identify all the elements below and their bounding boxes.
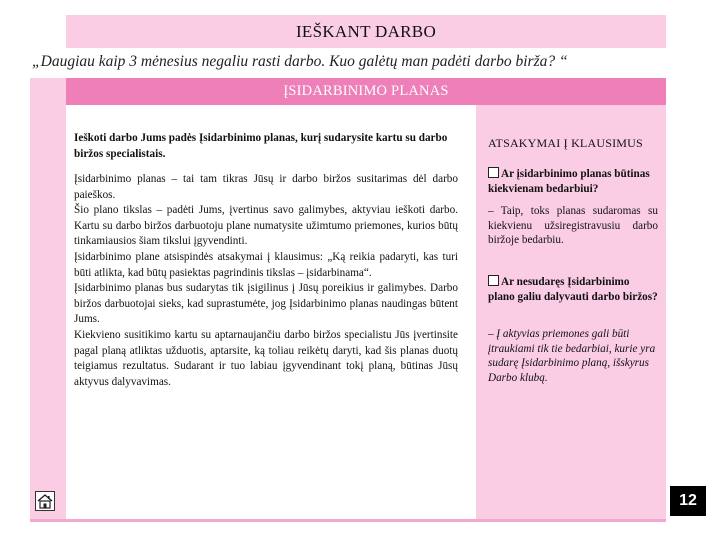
checkbox-icon [488, 275, 499, 286]
body-paragraph: Įsidarbinimo plane atsispindės atsakymai į klausimus: „Ką reikia padaryti, kas turi būti atlikta, kad būtų pasiektas pagrindinis tikslas – įsidarbinama“. [74, 250, 458, 279]
question-1 [488, 167, 658, 196]
checkbox-icon [488, 167, 499, 178]
question-2 [488, 275, 658, 304]
page-number: 12 [670, 486, 706, 516]
header-quote: „Daugiau kaip 3 mėnesius negaliu rasti darbo. Kuo galėtų man padėti darbo birža? “ [32, 53, 568, 70]
plan-header-bar [66, 78, 666, 105]
page-title [66, 15, 666, 48]
body-paragraph: Kiekvieno susitikimo kartu su aptarnaujančiu darbo biržos specialistu Jūs įvertinsite pagal planą atliktas užduotis, aptarsite, ką toliau reikėtų daryti, kad šis planas duotų teigiamus rezultatus. Sudarant ir tuo labiau įgyvendinant tokį planą, būtinas Jūsų aktyvus dalyvavimas. [74, 328, 458, 388]
intro-text: Ieškoti darbo Jums padės Įsidarbinimo planas, kurį sudarysite kartu su darbo biržos specialistais. [74, 132, 448, 160]
left-decor-strip [30, 78, 66, 520]
home-icon [36, 492, 54, 510]
body-paragraph: Įsidarbinimo planas – tai tam tikras Jūsų ir darbo biržos susitarimas dėl darbo paieškos. [74, 173, 458, 201]
home-button[interactable] [35, 491, 55, 511]
answer-1: – Taip, toks planas sudaromas su kiekvienu užsiregistravusiu darbo biržoje bedarbiu. [488, 205, 658, 246]
question-1-text: Ar įsidarbinimo planas būtinas kiekvienam bedarbiui? [488, 168, 650, 195]
body-paragraph: Šio plano tikslas – padėti Jums, įvertinus savo galimybes, aktyviau ieškoti darbo. Kartu su darbo biržos darbuotoju plane numatysite užimtumo priemones, kurios būtų tinkamiausios šiam tikslui įgyvendinti. [74, 204, 458, 248]
bottom-divider [30, 519, 666, 522]
body-text [74, 172, 458, 390]
plan-header-label: ĮSIDARBINIMO PLANAS [283, 83, 449, 99]
answers-heading: ATSAKYMAI Į KLAUSIMUS [488, 136, 643, 150]
question-2-text: Ar nesudaręs Įsidarbinimo plano galiu dalyvauti darbo biržos? [488, 276, 658, 303]
answer-2: – Į aktyvias priemones gali būti įtraukiami tik tie bedarbiai, kurie yra sudarę Įsidarbinimo planą, išskyrus Darbo klubą. [488, 328, 656, 384]
body-paragraph: Įsidarbinimo planas bus sudarytas tik įsigilinus į Jūsų poreikius ir galimybes. Darbo biržos darbuotojai sieks, kad suprastumėte, jog Įsidarbinimo planas naudingas būtent Jums. [74, 282, 458, 326]
page-title-text: IEŠKANT DARBO [295, 21, 437, 41]
